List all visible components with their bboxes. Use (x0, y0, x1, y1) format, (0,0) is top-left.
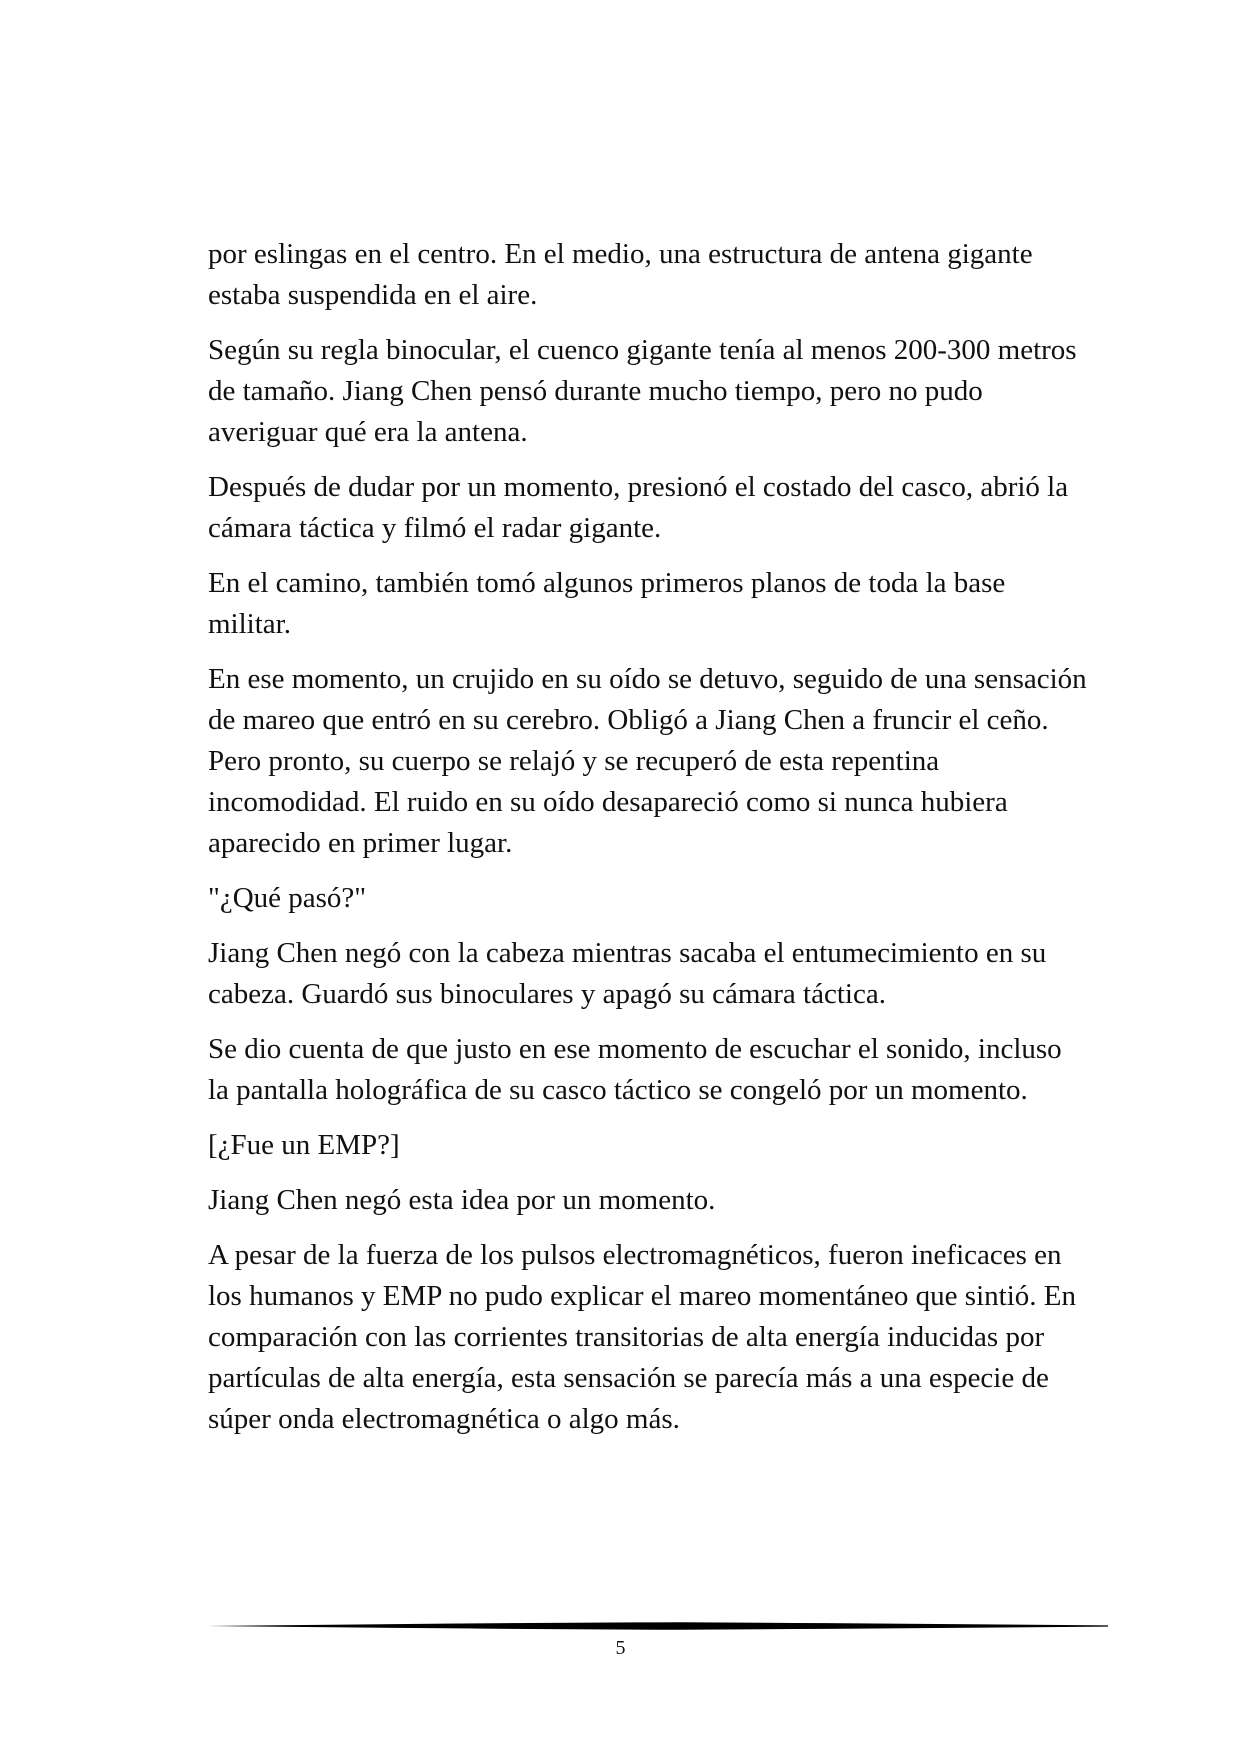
paragraph-11: A pesar de la fuerza de los pulsos electromagnéticos, fueron ineficaces en los humanos y EMP no pudo explicar el mareo momentáneo que sintió. En comparación con las corrientes transitorias de alta energía inducidas por partículas de alta energía, esta sensación se parecía más a una especie de súper onda electromagnética o algo más. (208, 1239, 1076, 1435)
paragraph-3: Después de dudar por un momento, presionó el costado del casco, abrió la cámara táctica y filmó el radar gigante. (208, 471, 1069, 544)
paragraph-8: Se dio cuenta de que justo en ese momento de escuchar el sonido, incluso la pantalla holográfica de su casco táctico se congeló por un momento. (208, 1033, 1062, 1106)
paragraph-6: "¿Qué pasó?" (208, 882, 367, 914)
paragraph-5: En ese momento, un crujido en su oído se detuvo, seguido de una sensación de mareo que entró en su cerebro. Obligó a Jiang Chen a fruncir el ceño. Pero pronto, su cuerpo se relajó y se recuperó de esta repentina incomodidad. El ruido en su oído desapareció como si nunca hubiera aparecido en primer lugar. (208, 663, 1087, 859)
body-text (208, 234, 1088, 1454)
paragraph-7: Jiang Chen negó con la cabeza mientras sacaba el entumecimiento en su cabeza. Guardó sus binoculares y apagó su cámara táctica. (208, 937, 1047, 1010)
paragraph-4: En el camino, también tomó algunos primeros planos de toda la base militar. (208, 567, 1006, 640)
paragraph-1: por eslingas en el centro. En el medio, una estructura de antena gigante estaba suspendida en el aire. (208, 238, 1033, 311)
paragraph-2: Según su regla binocular, el cuenco gigante tenía al menos 200-300 metros de tamaño. Jiang Chen pensó durante mucho tiempo, pero no pudo averiguar qué era la antena. (208, 334, 1077, 448)
paragraph-9: [¿Fue un EMP?] (208, 1129, 400, 1161)
footer-divider (208, 1620, 1108, 1632)
paragraph-10: Jiang Chen negó esta idea por un momento. (208, 1184, 716, 1216)
page-number: 5 (615, 1637, 626, 1659)
